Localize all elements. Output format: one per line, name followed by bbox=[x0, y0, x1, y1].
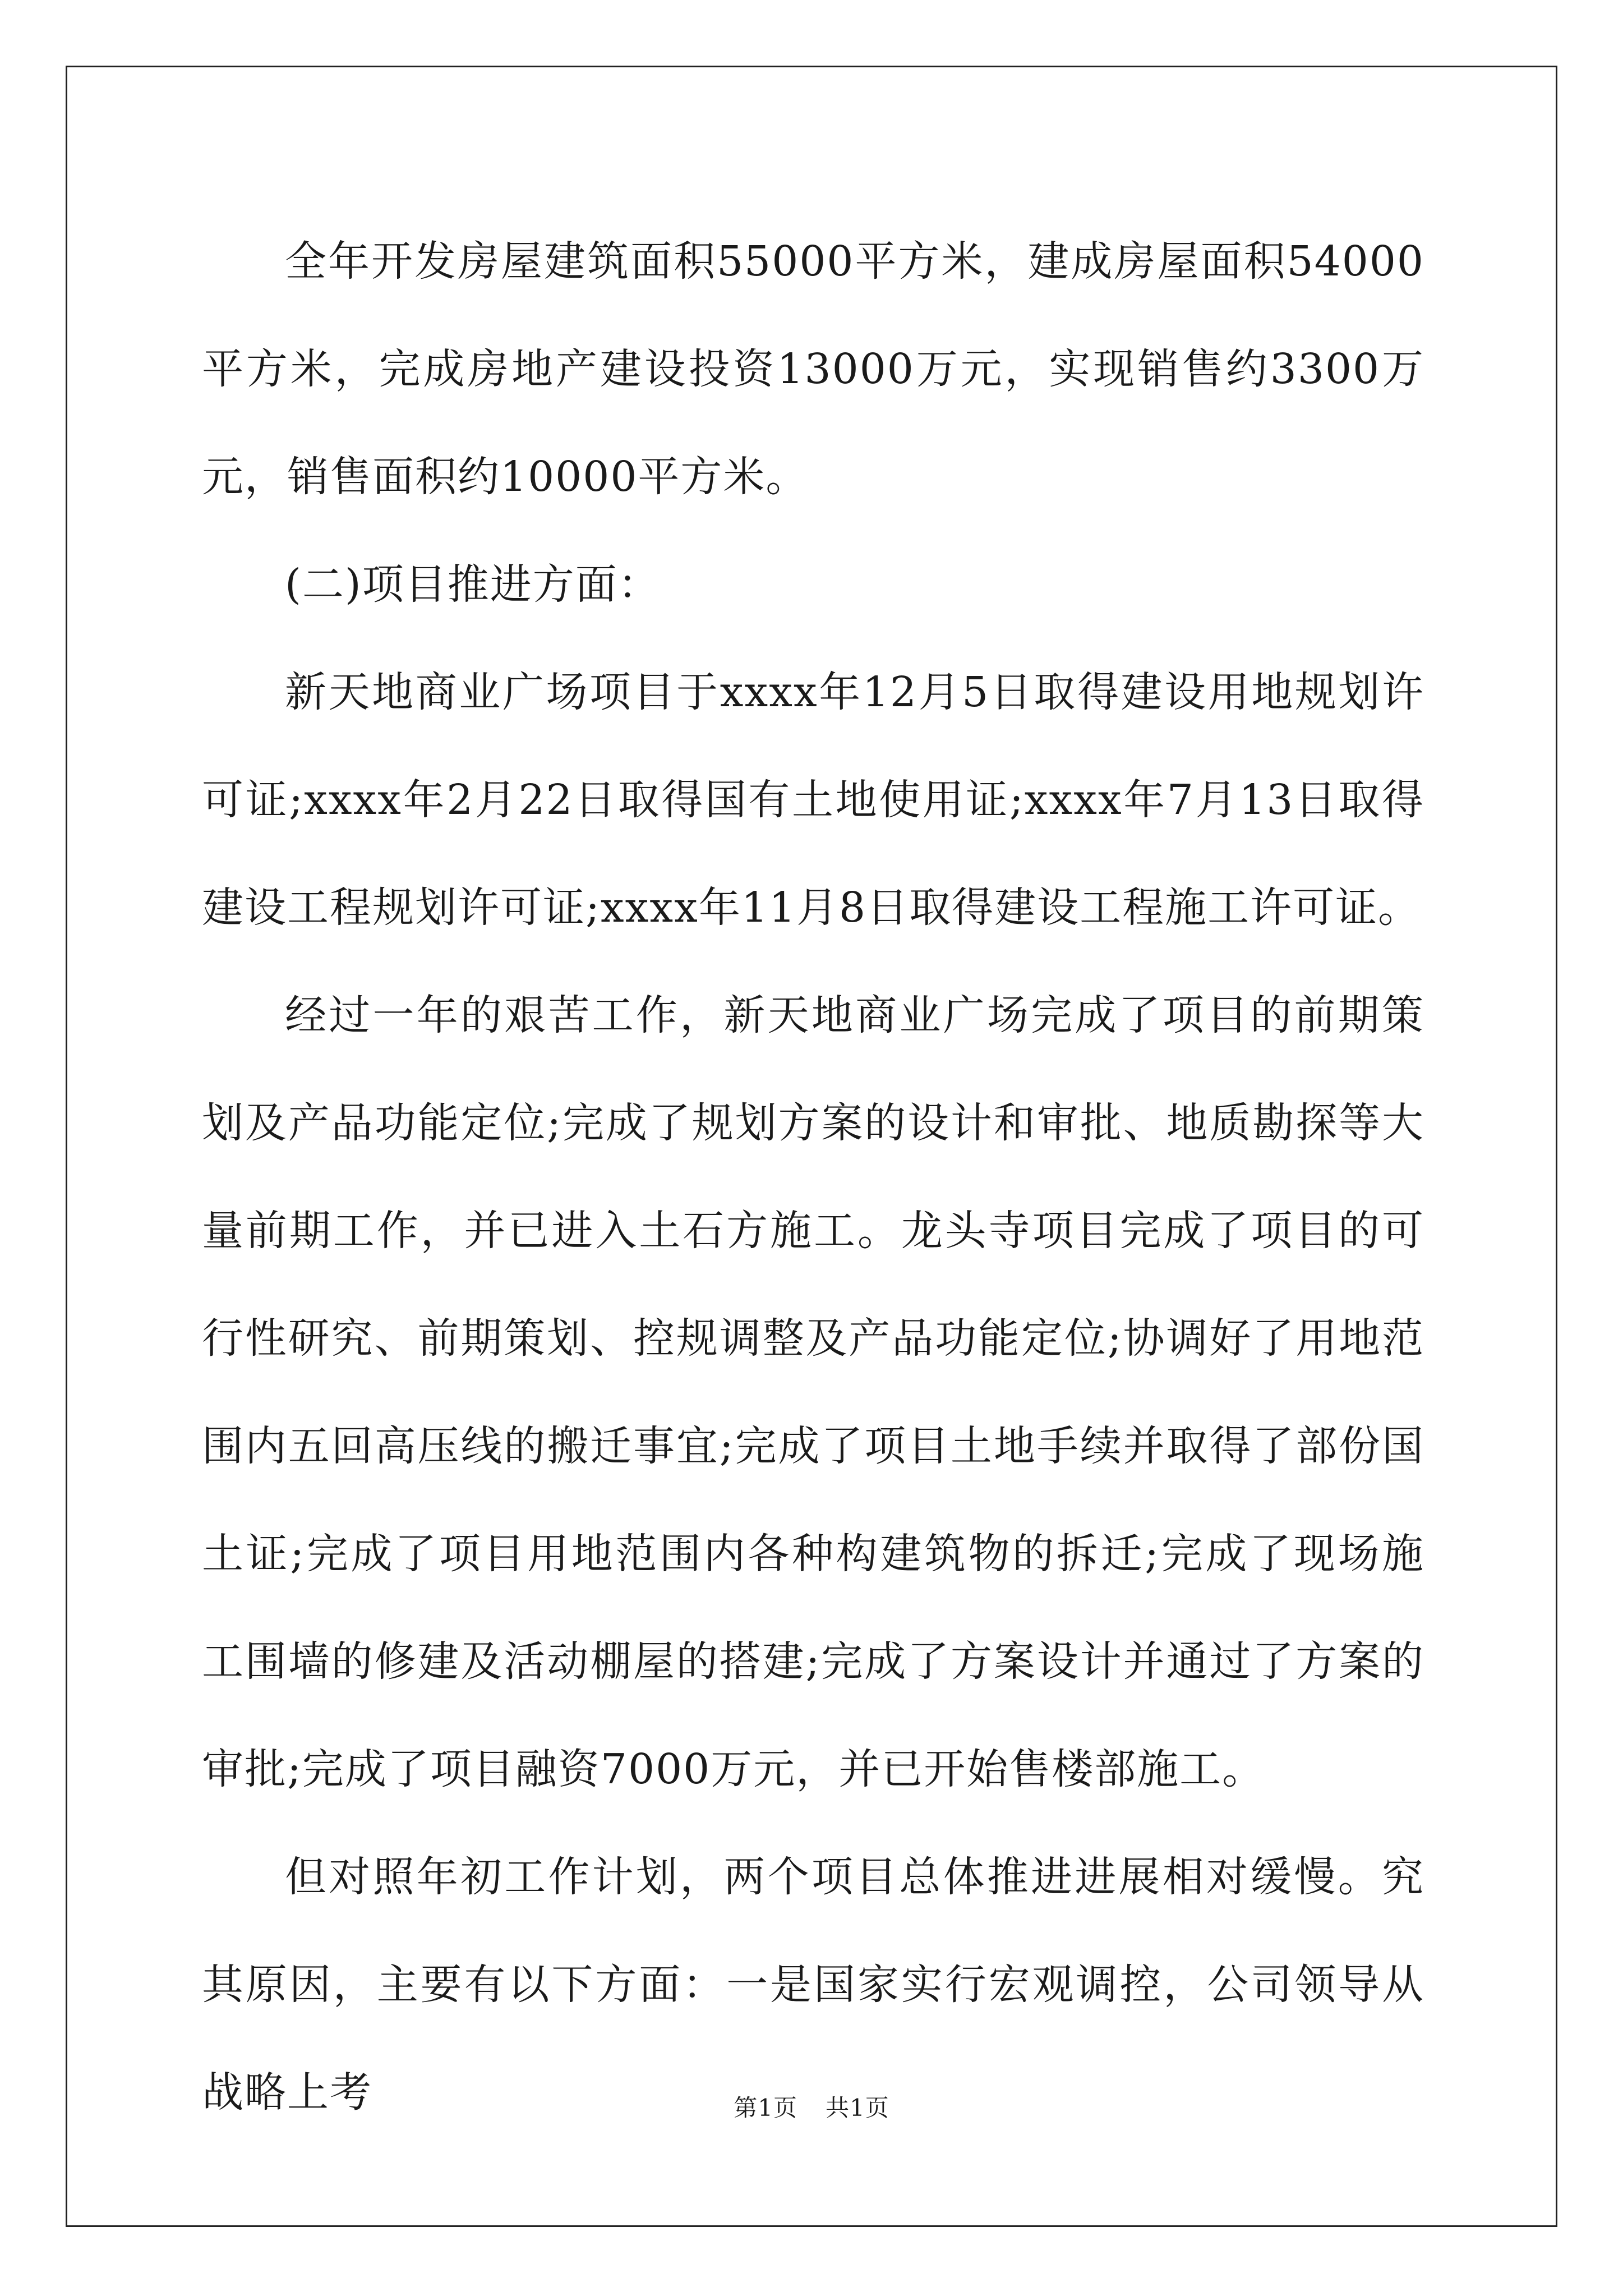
page-number: 第1页 bbox=[734, 2094, 797, 2122]
paragraph-5: 但对照年初工作计划，两个项目总体推进进展相对缓慢。究其原因，主要有以下方面：一是国家实行宏观调控，公司领导从战略上考 bbox=[202, 1853, 1424, 2116]
paragraph-4: 经过一年的艰苦工作，新天地商业广场完成了项目的前期策划及产品功能定位;完成了规划方案的设计和审批、地质勘探等大量前期工作，并已进入土石方施工。龙头寺项目完成了项目的可行性研究、前期策划、控规调整及产品功能定位;协调好了用地范围内五回高压线的搬迁事宜;完成了项目土地手续并取得了部份国土证;完成了项目用地范围内各种构建筑物的拆迁;完成了现场施工围墙的修建及活动棚屋的搭建;完成了方案设计并通过了方案的审批;完成了项目融资7000万元，并已开始售楼部施工。 bbox=[202, 991, 1424, 1793]
paragraph-1: 全年开发房屋建筑面积55000平方米，建成房屋面积54000平方米，完成房地产建设投资13000万元，实现销售约3300万元，销售面积约10000平方米。 bbox=[202, 237, 1424, 501]
page-footer bbox=[0, 2090, 1623, 2123]
paragraph-3: 新天地商业广场项目于xxxx年12月5日取得建设用地规划许可证;xxxx年2月22日取得国有土地使用证;xxxx年7月13日取得建设工程规划许可证;xxxx年11月8日取得建设工程施工许可证。 bbox=[202, 668, 1424, 932]
document-body bbox=[202, 208, 1424, 2146]
paragraph-2: (二)项目推进方面： bbox=[285, 560, 661, 609]
page-total: 共1页 bbox=[826, 2094, 889, 2122]
